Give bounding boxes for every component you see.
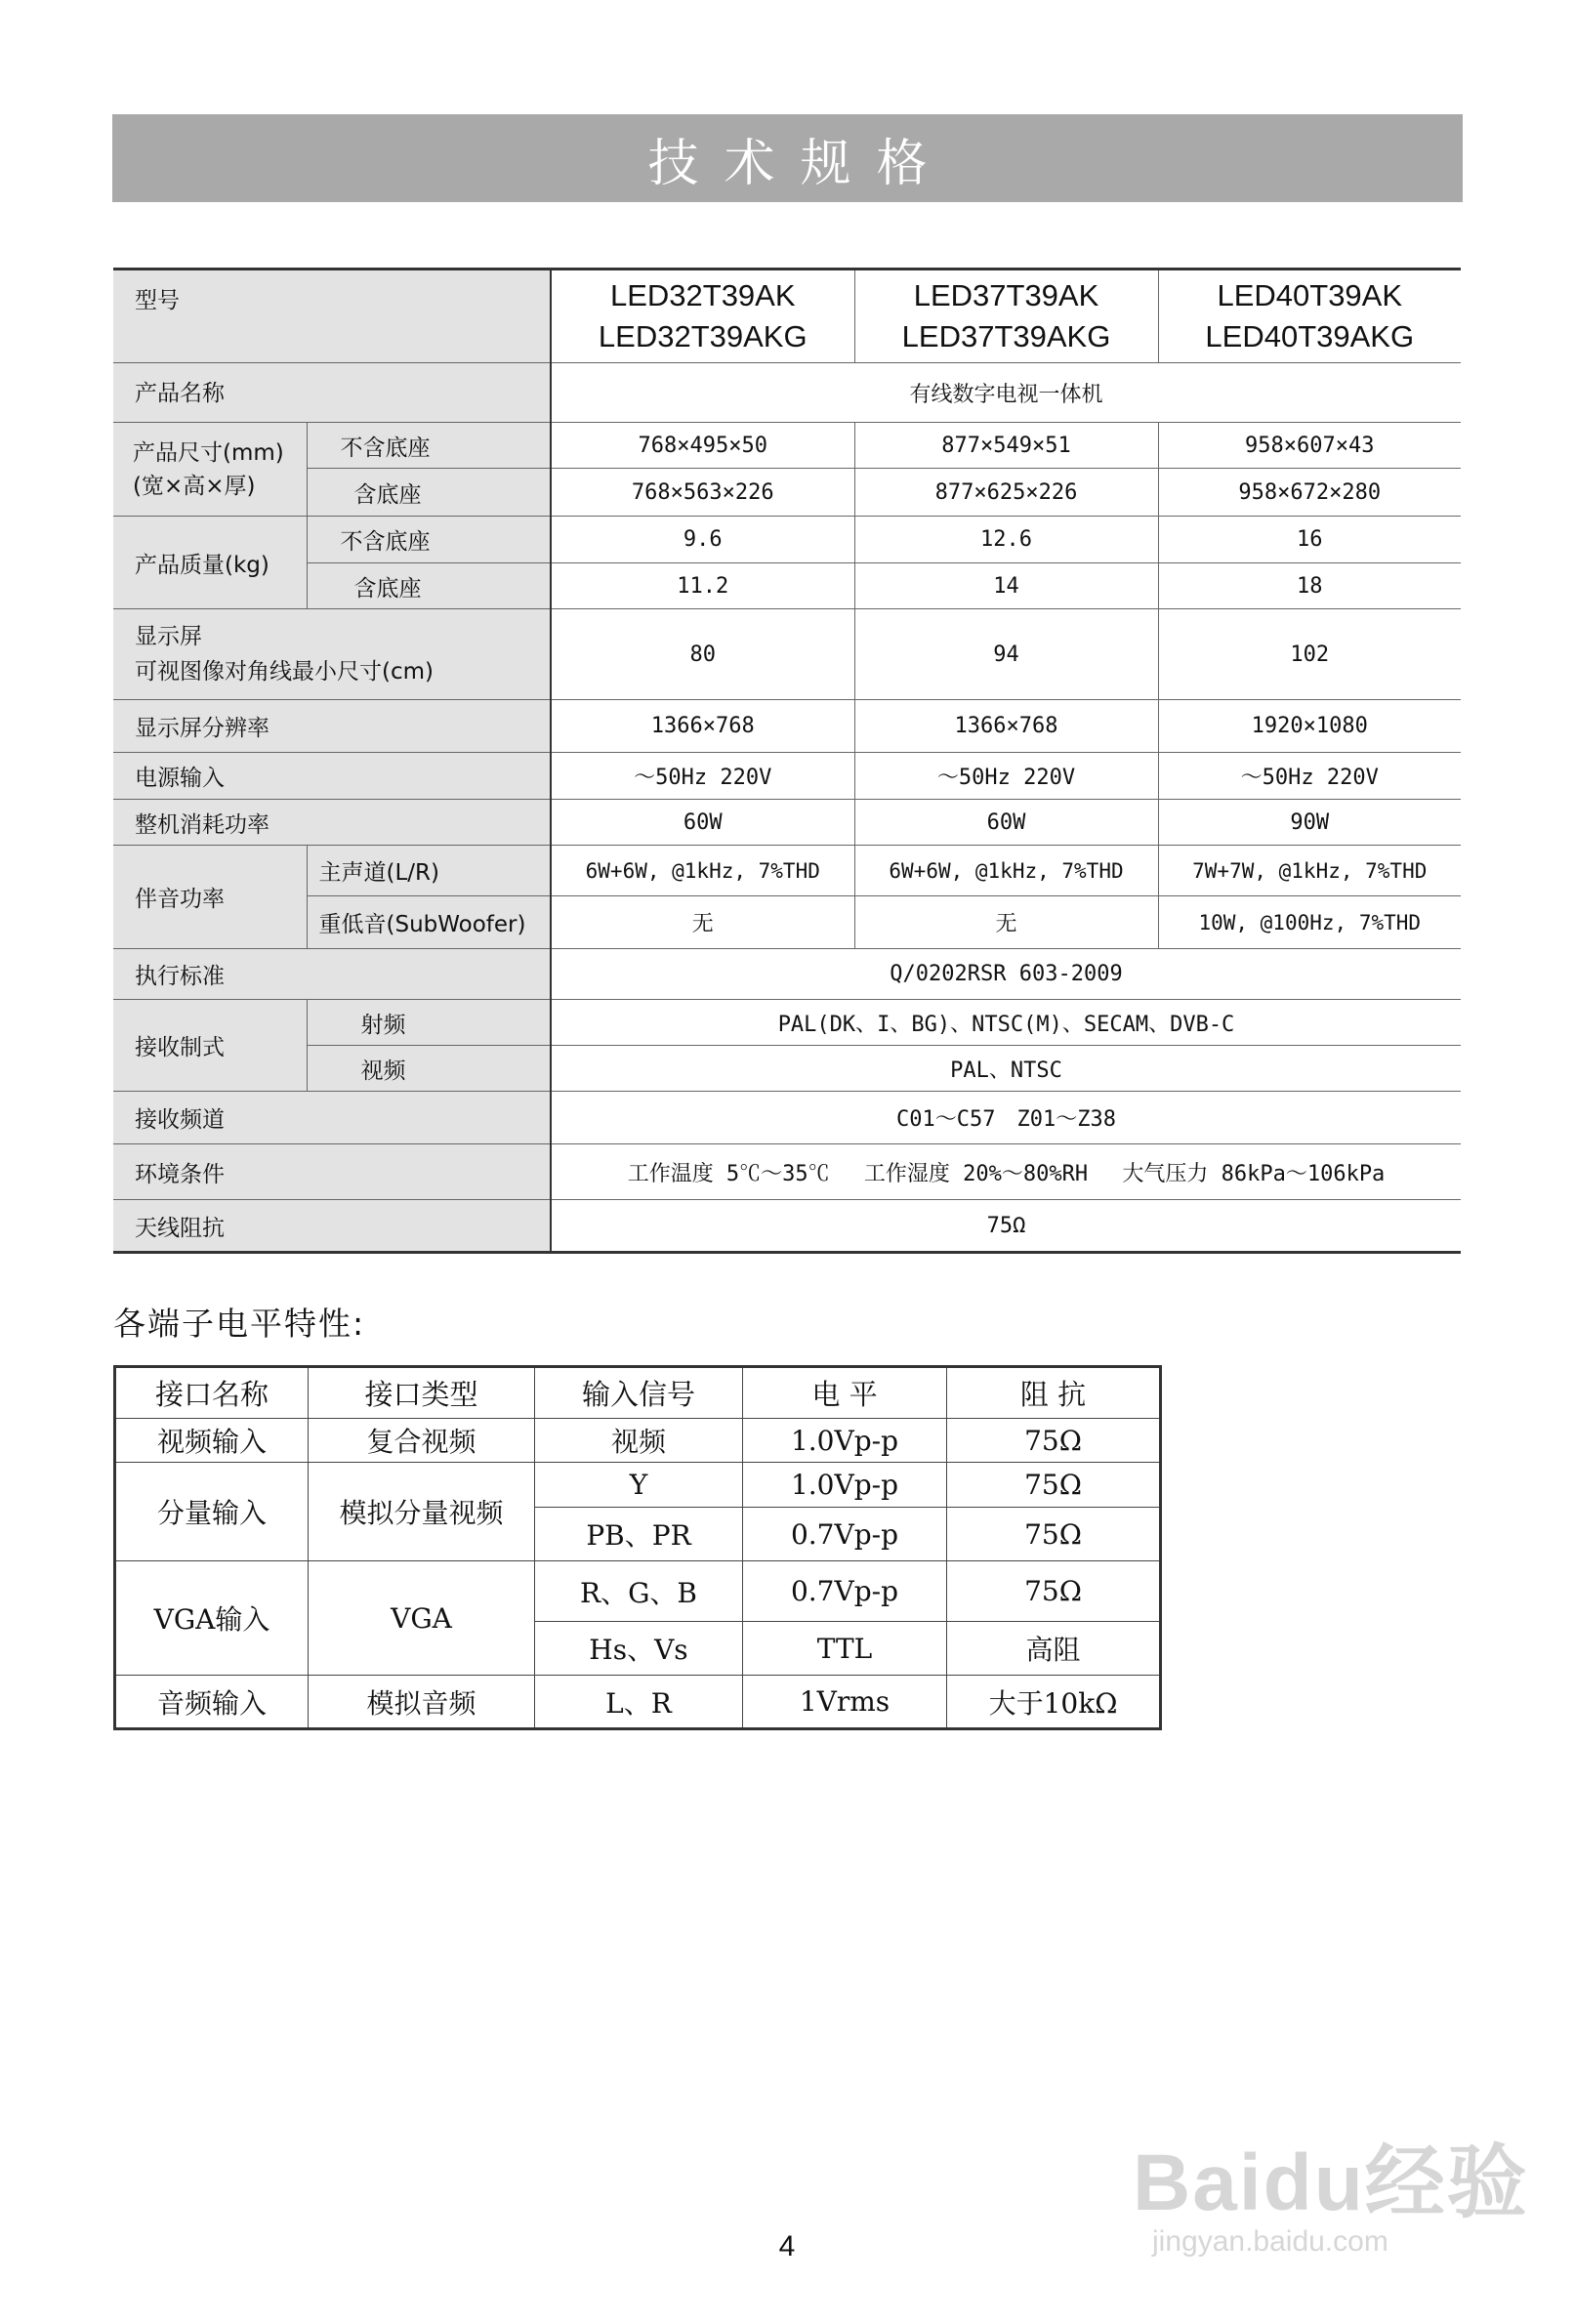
audio-in-impedance: 大于10kΩ <box>947 1676 1161 1729</box>
weight-without-3: 16 <box>1158 517 1461 563</box>
weight-without-2: 12.6 <box>854 517 1158 563</box>
main-channel-row <box>113 846 1461 896</box>
ports-heading: 各端子电平特性: <box>113 1305 366 1343</box>
subwoofer-2: 无 <box>854 896 1158 949</box>
resolution-label: 显示屏分辨率 <box>113 700 551 753</box>
page-title: 技术规格 <box>647 134 953 193</box>
model-3: LED40T39AK LED40T39AKG <box>1158 270 1461 363</box>
component-signal-1: Y <box>535 1463 743 1508</box>
vga-impedance-2: 高阻 <box>947 1622 1161 1676</box>
audio-in-level: 1Vrms <box>743 1676 947 1729</box>
power-input-3: ～50Hz 220V <box>1158 753 1461 800</box>
consumption-1: 60W <box>551 800 854 846</box>
env-value: 工作温度 5℃～35℃ 工作湿度 20%～80%RH 大气压力 86kPa～106kPa <box>551 1144 1461 1200</box>
vga-name: VGA输入 <box>115 1561 309 1676</box>
screen-3: 102 <box>1158 609 1461 700</box>
main-channel-label: 主声道(L/R) <box>307 846 551 896</box>
antenna-label: 天线阻抗 <box>113 1200 551 1253</box>
vga-signal-1: R、G、B <box>535 1561 743 1622</box>
title-bar <box>112 114 1463 202</box>
page-number: 4 <box>778 2230 796 2262</box>
header-level: 电 平 <box>743 1367 947 1419</box>
weight-without-label: 不含底座 <box>307 517 551 563</box>
watermark-logo: Baidu经验 <box>1133 2138 1529 2227</box>
channel-label: 接收频道 <box>113 1092 551 1144</box>
audio-in-name: 音频输入 <box>115 1676 309 1729</box>
screen-row <box>113 609 1461 700</box>
size-with-1: 768×563×226 <box>551 469 854 517</box>
subwoofer-row <box>113 896 1461 949</box>
weight-without-1: 9.6 <box>551 517 854 563</box>
component-impedance-2: 75Ω <box>947 1508 1161 1561</box>
product-name-row <box>113 363 1461 423</box>
size-without-1: 768×495×50 <box>551 423 854 469</box>
channel-row <box>113 1092 1461 1144</box>
video-value: PAL、NTSC <box>551 1046 1461 1092</box>
size-label: 产品尺寸(mm) (宽×高×厚) <box>113 423 307 517</box>
consumption-row <box>113 800 1461 846</box>
model-row <box>113 270 1461 363</box>
power-input-1: ～50Hz 220V <box>551 753 854 800</box>
weight-with-3: 18 <box>1158 563 1461 609</box>
header-port-name: 接口名称 <box>115 1367 309 1419</box>
header-input-signal: 输入信号 <box>535 1367 743 1419</box>
vga-impedance-1: 75Ω <box>947 1561 1161 1622</box>
resolution-row <box>113 700 1461 753</box>
watermark-url: jingyan.baidu.com <box>1152 2225 1388 2258</box>
screen-2: 94 <box>854 609 1158 700</box>
video-in-impedance: 75Ω <box>947 1419 1161 1463</box>
power-input-row <box>113 753 1461 800</box>
size-without-2: 877×549×51 <box>854 423 1158 469</box>
product-name-label: 产品名称 <box>113 363 551 423</box>
size-with-row <box>113 469 1461 517</box>
reception-label: 接收制式 <box>113 1000 307 1092</box>
weight-with-row <box>113 563 1461 609</box>
weight-label: 产品质量(kg) <box>113 517 307 609</box>
power-input-label: 电源输入 <box>113 753 551 800</box>
vga-level-1: 0.7Vp-p <box>743 1561 947 1622</box>
video-in-name: 视频输入 <box>115 1419 309 1463</box>
standard-row <box>113 949 1461 1000</box>
antenna-row <box>113 1200 1461 1253</box>
weight-without-row <box>113 517 1461 563</box>
consumption-label: 整机消耗功率 <box>113 800 551 846</box>
vga-type: VGA <box>309 1561 535 1676</box>
component-name: 分量输入 <box>115 1463 309 1561</box>
main-channel-3: 7W+7W, @1kHz, 7%THD <box>1158 846 1461 896</box>
weight-with-label: 含底座 <box>307 563 551 609</box>
weight-with-2: 14 <box>854 563 1158 609</box>
baidu-watermark <box>1133 2119 1529 2259</box>
spec-table <box>113 268 1461 1254</box>
consumption-2: 60W <box>854 800 1158 846</box>
power-input-2: ～50Hz 220V <box>854 753 1158 800</box>
env-row <box>113 1144 1461 1200</box>
component-level-2: 0.7Vp-p <box>743 1508 947 1561</box>
weight-with-1: 11.2 <box>551 563 854 609</box>
subwoofer-label: 重低音(SubWoofer) <box>307 896 551 949</box>
model-1: LED32T39AK LED32T39AKG <box>551 270 854 363</box>
subwoofer-1: 无 <box>551 896 854 949</box>
vga-level-2: TTL <box>743 1622 947 1676</box>
component-impedance-1: 75Ω <box>947 1463 1161 1508</box>
size-without-row <box>113 423 1461 469</box>
component-row-1 <box>115 1463 1161 1508</box>
header-impedance: 阻 抗 <box>947 1367 1161 1419</box>
size-without-3: 958×607×43 <box>1158 423 1461 469</box>
channel-value: C01～C57 Z01～Z38 <box>551 1092 1461 1144</box>
vga-signal-2: Hs、Vs <box>535 1622 743 1676</box>
audio-in-signal: L、R <box>535 1676 743 1729</box>
standard-label: 执行标准 <box>113 949 551 1000</box>
video-in-signal: 视频 <box>535 1419 743 1463</box>
antenna-value: 75Ω <box>551 1200 1461 1253</box>
audio-label: 伴音功率 <box>113 846 307 949</box>
video-label: 视频 <box>307 1046 551 1092</box>
model-label: 型号 <box>113 270 551 363</box>
size-with-3: 958×672×280 <box>1158 469 1461 517</box>
audio-in-row <box>115 1676 1161 1729</box>
ports-table <box>113 1365 1162 1730</box>
video-row <box>113 1046 1461 1092</box>
screen-1: 80 <box>551 609 854 700</box>
ports-header-row <box>115 1367 1161 1419</box>
audio-in-type: 模拟音频 <box>309 1676 535 1729</box>
rf-label: 射频 <box>307 1000 551 1046</box>
consumption-3: 90W <box>1158 800 1461 846</box>
video-in-type: 复合视频 <box>309 1419 535 1463</box>
size-with-label: 含底座 <box>307 469 551 517</box>
standard-value: Q/0202RSR 603-2009 <box>551 949 1461 1000</box>
rf-value: PAL(DK、I、BG)、NTSC(M)、SECAM、DVB-C <box>551 1000 1461 1046</box>
resolution-2: 1366×768 <box>854 700 1158 753</box>
video-in-row <box>115 1419 1161 1463</box>
subwoofer-3: 10W, @100Hz, 7%THD <box>1158 896 1461 949</box>
vga-row-1 <box>115 1561 1161 1622</box>
product-name-value: 有线数字电视一体机 <box>551 363 1461 423</box>
main-channel-2: 6W+6W, @1kHz, 7%THD <box>854 846 1158 896</box>
resolution-3: 1920×1080 <box>1158 700 1461 753</box>
component-level-1: 1.0Vp-p <box>743 1463 947 1508</box>
video-in-level: 1.0Vp-p <box>743 1419 947 1463</box>
screen-label: 显示屏 可视图像对角线最小尺寸(cm) <box>113 609 551 700</box>
main-channel-1: 6W+6W, @1kHz, 7%THD <box>551 846 854 896</box>
env-label: 环境条件 <box>113 1144 551 1200</box>
component-signal-2: PB、PR <box>535 1508 743 1561</box>
rf-row <box>113 1000 1461 1046</box>
resolution-1: 1366×768 <box>551 700 854 753</box>
header-port-type: 接口类型 <box>309 1367 535 1419</box>
model-2: LED37T39AK LED37T39AKG <box>854 270 1158 363</box>
size-with-2: 877×625×226 <box>854 469 1158 517</box>
size-without-label: 不含底座 <box>307 423 551 469</box>
component-type: 模拟分量视频 <box>309 1463 535 1561</box>
